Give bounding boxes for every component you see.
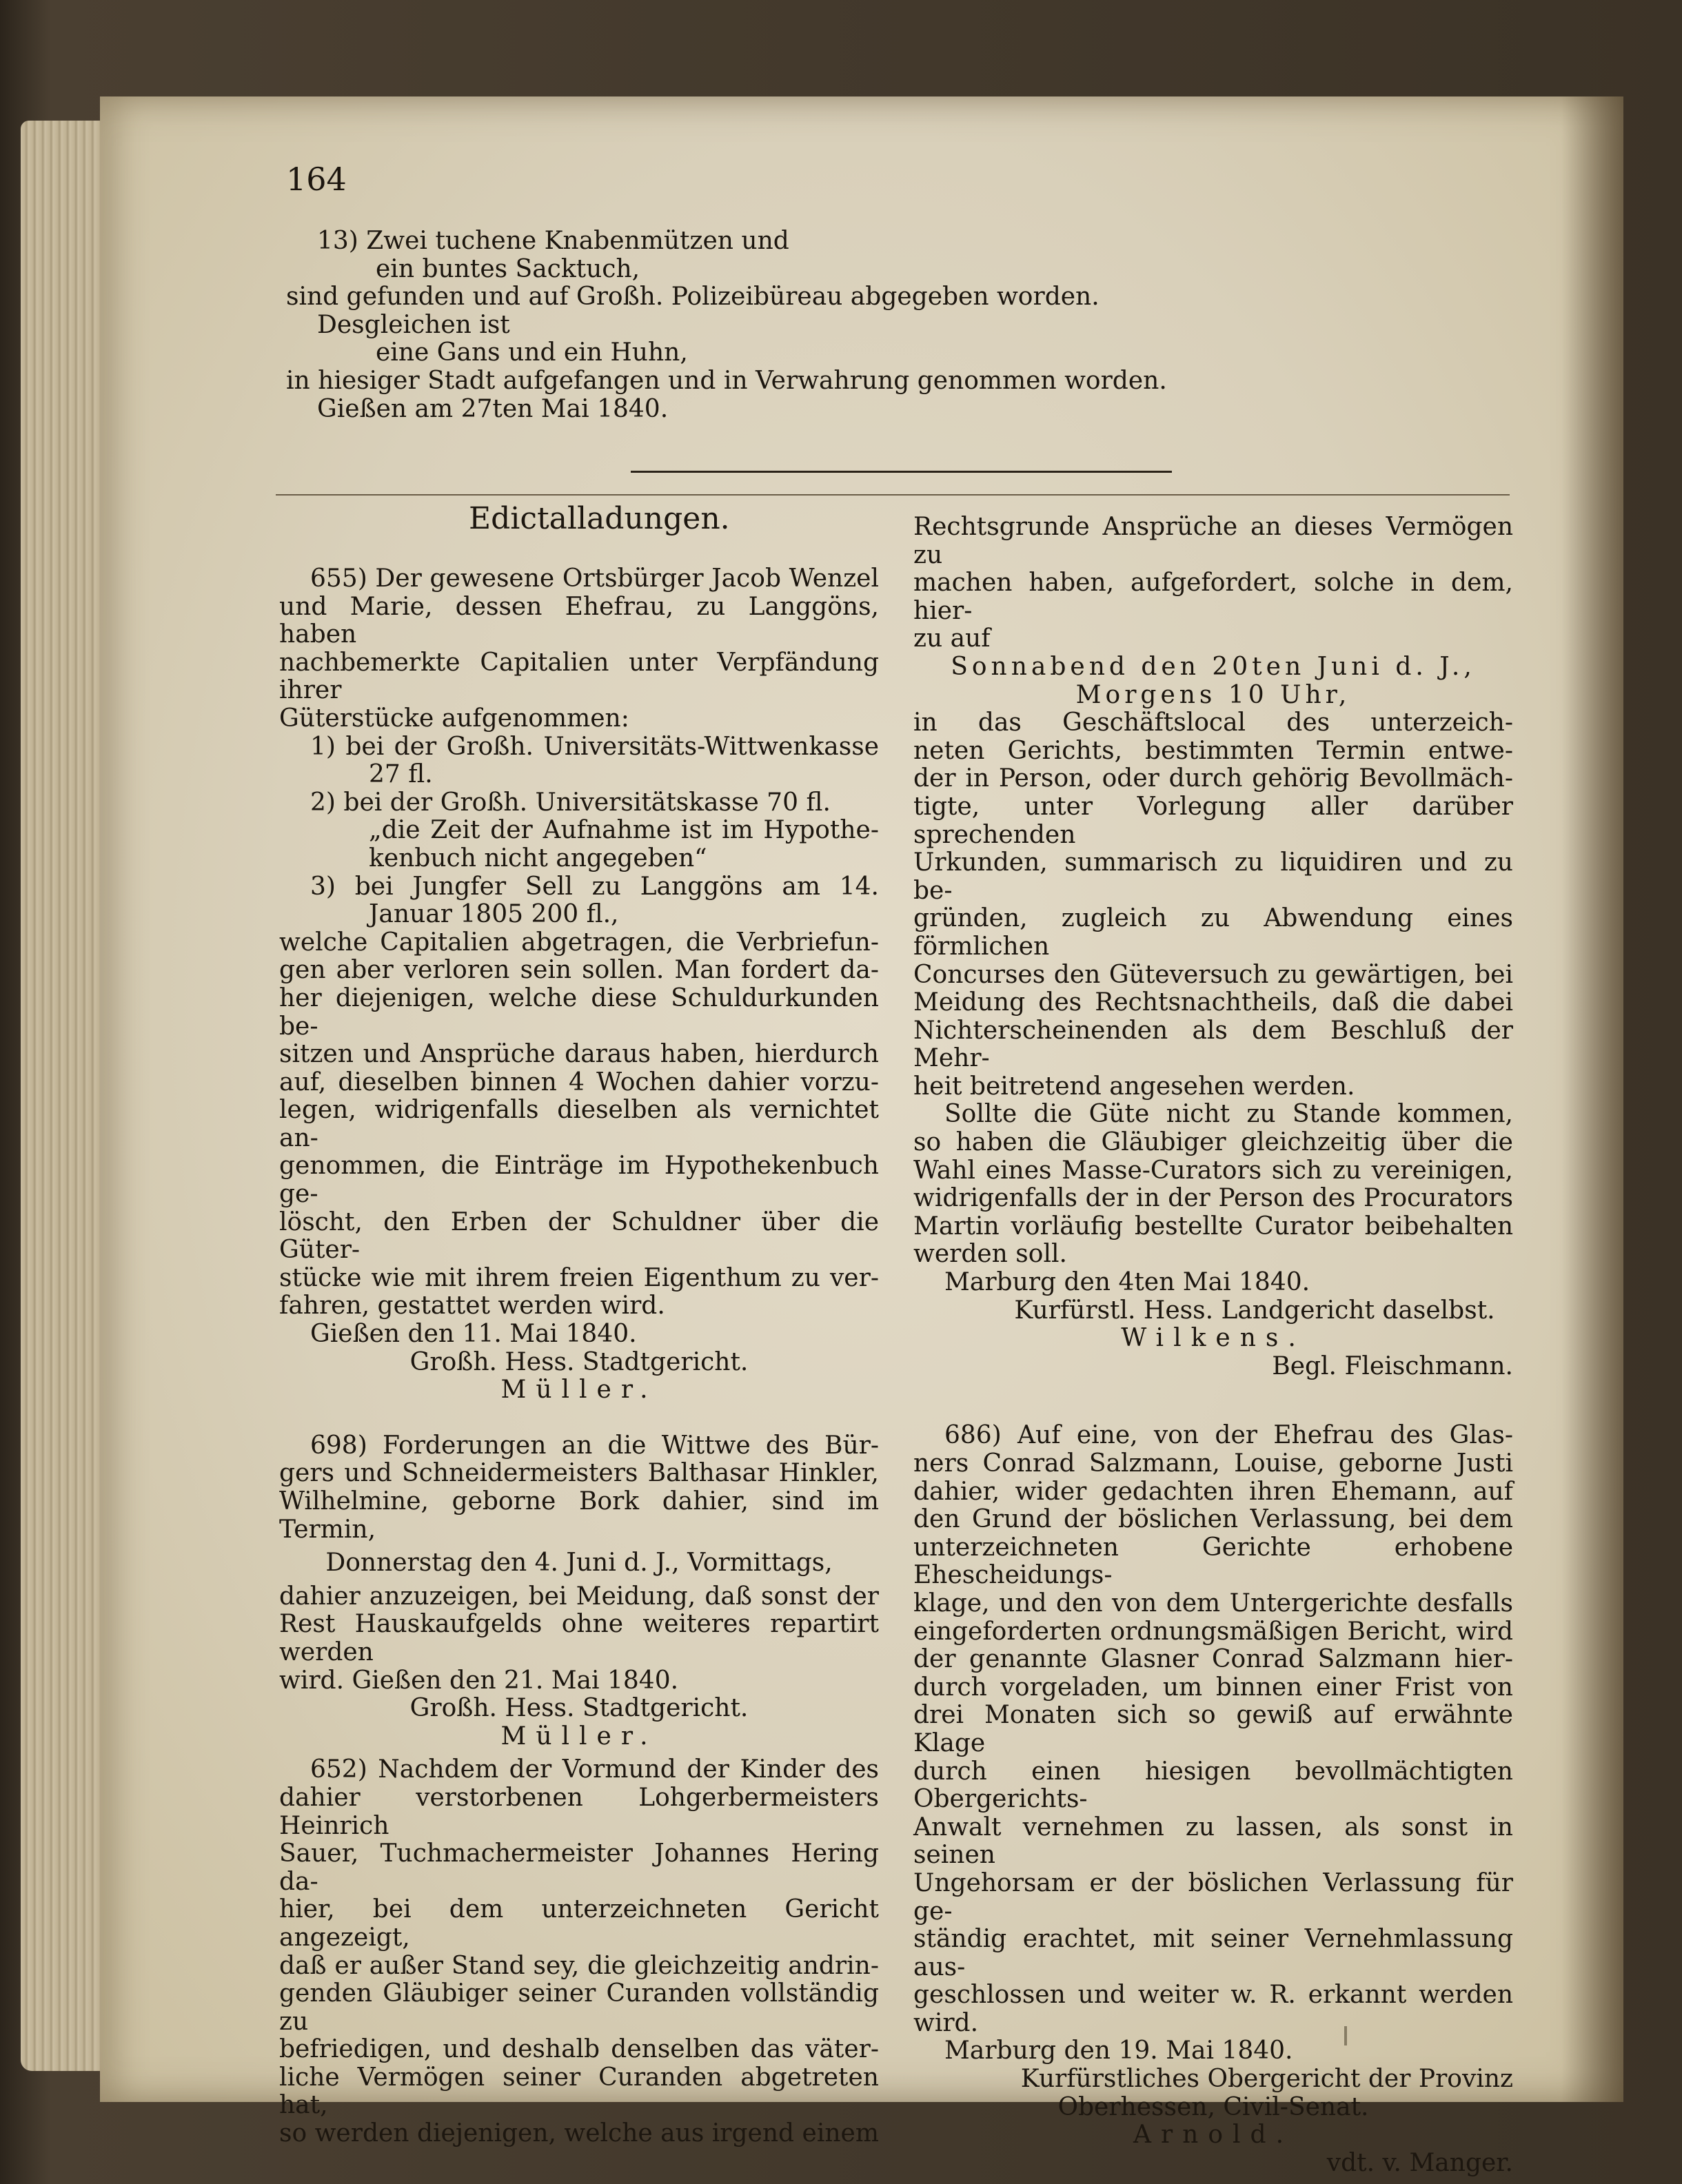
- notice-line: gen aber verloren sein sollen. Man fordert da-: [279, 956, 879, 985]
- notice-line: Rechtsgrunde Ansprüche an dieses Vermögen zu: [913, 513, 1513, 569]
- term-date: Donnerstag den 4. Juni d. J., Vormittags,: [325, 1549, 833, 1578]
- notice-line: Concurses den Güteversuch zu gewärtigen, bei: [913, 960, 1513, 989]
- notice-line: 698) Forderungen an die Wittwe des Bür-: [310, 1431, 879, 1460]
- certified-by: Begl. Fleischmann.: [1272, 1351, 1513, 1380]
- notice-line: Urkunden, summarisch zu liquidiren und zu be-: [913, 848, 1513, 905]
- notice-line: durch einen hiesigen bevollmächtigten Obergerichts-: [913, 1757, 1513, 1814]
- list-item: kenbuch nicht angegeben“: [369, 844, 707, 872]
- top-notice: [286, 227, 1175, 423]
- notice-line: genden Gläubiger seiner Curanden vollständig zu: [279, 1979, 879, 2036]
- notice-line: Güterstücke aufgenommen:: [279, 704, 629, 733]
- notice-line: 652) Nachdem der Vormund der Kinder des: [310, 1755, 879, 1784]
- signature: Müller.: [500, 1722, 658, 1751]
- notice-gap: [913, 1380, 1513, 1422]
- notice-line: ständig erachtet, mit seiner Vernehmlassung aus-: [913, 1925, 1513, 1981]
- notice-line: 655) Der gewesene Ortsbürger Jacob Wenzel: [310, 564, 879, 593]
- page-number: 164: [286, 161, 347, 198]
- notice-line: drei Monaten sich so gewiß auf erwähnte Klage: [913, 1701, 1513, 1757]
- notice-line: auf, dieselben binnen 4 Wochen dahier vorzu-: [279, 1068, 879, 1096]
- notice-line: zu auf: [913, 624, 991, 653]
- notice-line: legen, widrigenfalls dieselben als vernichtet an-: [279, 1096, 879, 1152]
- notice-line: heit beitretend angesehen werden.: [913, 1072, 1355, 1101]
- notice-line: den Grund der böslichen Verlassung, bei dem: [913, 1505, 1513, 1534]
- notice-line: stücke wie mit ihrem freien Eigenthum zu ver-: [279, 1263, 879, 1292]
- top-notice-line: Desgleichen ist: [317, 310, 510, 339]
- notice-line: werden soll.: [913, 1240, 1067, 1269]
- court-name: Großh. Hess. Stadtgericht.: [409, 1347, 749, 1376]
- list-item: 2) bei der Großh. Universitätskasse 70 fl.: [310, 788, 831, 817]
- notice-line: her diejenigen, welche diese Schuldurkunden be-: [279, 983, 879, 1041]
- notice-line: widrigenfalls der in der Person des Procurators: [913, 1184, 1513, 1213]
- notice-line: durch vorgeladen, um binnen einer Frist von: [913, 1673, 1513, 1702]
- notice-line: und Marie, dessen Ehefrau, zu Langgöns, haben: [279, 592, 879, 649]
- notice-line: löscht, den Erben der Schuldner über die Güter-: [279, 1207, 879, 1265]
- notice-line: tigte, unter Vorlegung aller darüber sprechenden: [913, 792, 1513, 849]
- notice-line: Rest Hauskaufgelds ohne weiteres repartirt werden: [279, 1610, 879, 1666]
- term-date: Sonnabend den 20ten Juni d. J.,: [951, 652, 1476, 681]
- notice-line: geschlossen und weiter w. R. erkannt werden wird.: [913, 1981, 1513, 2037]
- list-item: 27 fl.: [369, 760, 433, 789]
- column-header-rule: [276, 494, 1510, 496]
- notice-line: genommen, die Einträge im Hypothekenbuch ge-: [279, 1152, 879, 1209]
- notice-line: befriedigen, und deshalb denselben das väter-: [279, 2035, 879, 2064]
- notice-line: nachbemerkte Capitalien unter Verpfändung ihrer: [279, 648, 879, 705]
- notice-line: daß er außer Stand sey, die gleichzeitig andrin-: [279, 1951, 879, 1980]
- court-name: Oberhessen, Civil-Senat.: [1057, 2092, 1369, 2121]
- notice-line: gers und Schneidermeisters Balthasar Hinkler,: [279, 1459, 879, 1488]
- left-column: [279, 565, 879, 2148]
- signature: Arnold.: [1133, 2121, 1294, 2150]
- signature: Müller.: [500, 1376, 658, 1405]
- top-notice-line: 13) Zwei tuchene Knabenmützen und: [317, 227, 789, 255]
- signature: Wilkens.: [1121, 1324, 1306, 1353]
- notice-line: Wahl eines Masse-Curators sich zu vereinigen,: [913, 1156, 1513, 1185]
- term-time: Morgens 10 Uhr,: [1075, 680, 1351, 709]
- right-column: [913, 513, 1513, 2177]
- notice-line: sitzen und Ansprüche daraus haben, hierdurch: [279, 1040, 879, 1069]
- notice-line: Nichterscheinenden als dem Beschluß der Mehr-: [913, 1016, 1513, 1073]
- top-notice-line: sind gefunden und auf Großh. Polizeibüreau abgegeben worden.: [286, 283, 1100, 312]
- paper-mark: [1344, 2026, 1347, 2045]
- top-notice-line: ein buntes Sacktuch,: [376, 254, 640, 283]
- notice-line: in das Geschäftslocal des unterzeich-: [913, 708, 1513, 737]
- separator-rule: [631, 471, 1172, 473]
- section-heading: Edictalladungen.: [469, 501, 730, 536]
- notice-line: Martin vorläufig bestellte Curator beibehalten: [913, 1212, 1513, 1241]
- top-notice-date: Gießen am 27ten Mai 1840.: [317, 394, 669, 423]
- notice-gap: [279, 1405, 879, 1432]
- notice-line: dahier, wider gedachten ihren Ehemann, auf: [913, 1477, 1513, 1506]
- top-notice-line: eine Gans und ein Huhn,: [376, 338, 688, 367]
- notice-line: machen haben, aufgefordert, solche in dem, hier-: [913, 569, 1513, 625]
- notice-line: Wilhelmine, geborne Bork dahier, sind im Termin,: [279, 1487, 879, 1544]
- list-item: Januar 1805 200 fl.,: [369, 900, 619, 929]
- notice-line: Ungehorsam er der böslichen Verlassung für ge-: [913, 1868, 1513, 1926]
- court-name: Großh. Hess. Stadtgericht.: [409, 1694, 749, 1723]
- page-gutter-shadow: [1561, 96, 1623, 2102]
- notice-line: der in Person, oder durch gehörig Bevollmäch-: [913, 764, 1513, 793]
- notice-line: klage, und den von dem Untergerichte desfalls: [913, 1589, 1513, 1617]
- notice-line: dahier verstorbenen Lohgerbermeisters Heinrich: [279, 1783, 879, 1840]
- list-item: „die Zeit der Aufnahme ist im Hypothe-: [369, 816, 879, 845]
- notice-line: so haben die Gläubiger gleichzeitig über die: [913, 1128, 1513, 1157]
- notice-line: dahier anzuzeigen, bei Meidung, daß sonst der: [279, 1582, 879, 1611]
- notice-line: der genannte Glasner Conrad Salzmann hier-: [913, 1645, 1513, 1674]
- notice-date: Gießen den 11. Mai 1840.: [310, 1320, 637, 1349]
- notice-line: Anwalt vernehmen zu lassen, als sonst in seinen: [913, 1813, 1513, 1870]
- notice-date: Marburg den 4ten Mai 1840.: [944, 1268, 1310, 1297]
- court-name: Kurfürstliches Obergericht der Provinz: [1020, 2065, 1513, 2094]
- notice-line: Sollte die Güte nicht zu Stande kommen,: [944, 1100, 1513, 1129]
- vidit-signature: vdt. v. Manger.: [1326, 2148, 1513, 2177]
- notice-line: unterzeichneten Gerichte erhobene Ehescheidungs-: [913, 1533, 1513, 1590]
- court-name: Kurfürstl. Hess. Landgericht daselbst.: [1014, 1296, 1495, 1325]
- list-item: 1) bei der Großh. Universitäts-Wittwenkasse: [310, 732, 879, 761]
- notice-line: so werden diejenigen, welche aus irgend einem: [279, 2119, 879, 2148]
- top-notice-line: in hiesiger Stadt aufgefangen und in Verwahrung genommen worden.: [286, 366, 1167, 395]
- notice-line: gründen, zugleich zu Abwendung eines förmlichen: [913, 904, 1513, 961]
- notice-line: fahren, gestattet werden wird.: [279, 1292, 665, 1320]
- notice-line: eingeforderten ordnungsmäßigen Bericht, wird: [913, 1617, 1513, 1646]
- notice-line: hier, bei dem unterzeichneten Gericht angezeigt,: [279, 1895, 879, 1952]
- list-item: 3) bei Jungfer Sell zu Langgöns am 14.: [310, 872, 879, 901]
- notice-line: 686) Auf eine, von der Ehefrau des Glas-: [944, 1421, 1513, 1450]
- notice-line: Meidung des Rechtsnachtheils, daß die dabei: [913, 988, 1513, 1017]
- notice-line: liche Vermögen seiner Curanden abgetreten hat,: [279, 2063, 879, 2120]
- notice-date: Marburg den 19. Mai 1840.: [944, 2037, 1293, 2065]
- notice-line: Sauer, Tuchmachermeister Johannes Hering da-: [279, 1839, 879, 1896]
- notice-line: neten Gerichts, bestimmten Termin entwe-: [913, 736, 1513, 765]
- notice-line: wird. Gießen den 21. Mai 1840.: [279, 1666, 679, 1695]
- notice-line: ners Conrad Salzmann, Louise, geborne Justi: [913, 1449, 1513, 1478]
- notice-line: welche Capitalien abgetragen, die Verbriefun-: [279, 928, 879, 957]
